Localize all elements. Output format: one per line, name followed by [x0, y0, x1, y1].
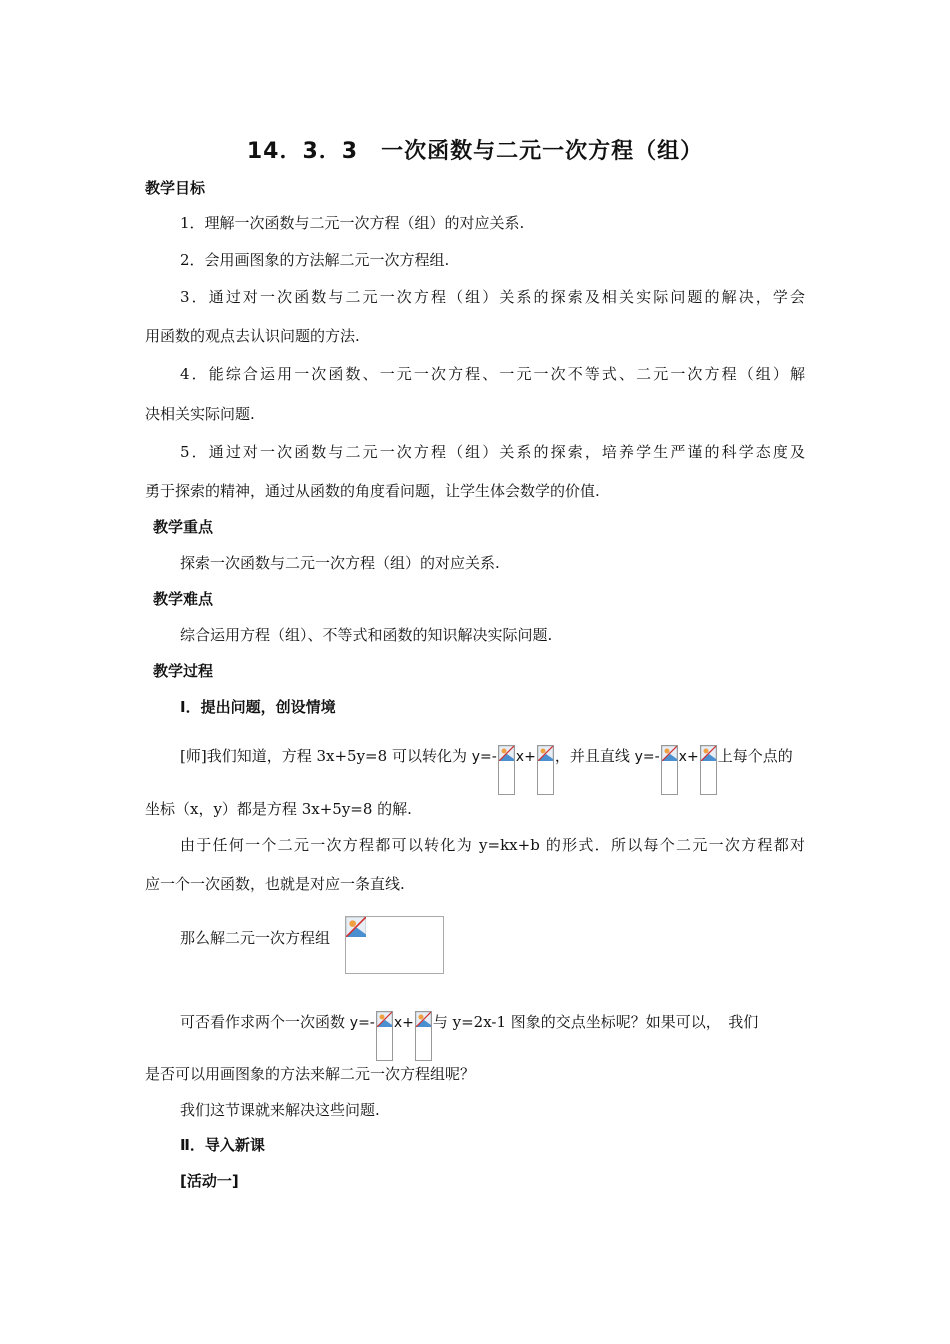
objective-4: 4．能综合运用一次函数、一元一次方程、一元一次不等式、二元一次方程（组）解 [180, 365, 805, 383]
section2-heading: Ⅱ．导入新课 [180, 1136, 265, 1154]
document-title: 14．3．3 一次函数与二元一次方程（组） [246, 139, 704, 164]
p1-text-f: x+ [678, 749, 699, 765]
broken-image-icon [376, 1011, 393, 1061]
difficulty-heading: 教学难点 [153, 590, 214, 608]
process-heading: 教学过程 [153, 662, 214, 680]
p1-text-g: 上每个点的 [717, 747, 793, 765]
objective-1: 1．理解一次函数与二元一次方程（组）的对应关系. [180, 214, 525, 232]
p4-text-b: y=- [349, 1015, 375, 1031]
p4-text-a: 可否看作求两个一次函数 [180, 1013, 350, 1031]
key-text: 探索一次函数与二元一次方程（组）的对应关系. [180, 554, 500, 572]
section1-heading: Ⅰ．提出问题，创设情境 [180, 698, 336, 716]
paragraph-4 [180, 1011, 758, 1061]
key-heading: 教学重点 [153, 518, 214, 536]
p1-text-a: [师]我们知道，方程 3x+5y=8 可以转化为 [180, 747, 472, 765]
broken-image-icon [346, 917, 366, 937]
paragraph-3: 那么解二元一次方程组 [180, 929, 331, 947]
difficulty-text: 综合运用方程（组）、不等式和函数的知识解决实际问题. [180, 626, 553, 644]
paragraph-5: 我们这节课就来解决这些问题. [180, 1101, 380, 1119]
broken-image-icon [661, 745, 678, 795]
paragraph-1-cont: 坐标（x，y）都是方程 3x+5y=8 的解. [145, 800, 412, 818]
equation-system-image [345, 916, 444, 974]
paragraph-2-cont: 应一个一次函数，也就是对应一条直线. [145, 875, 405, 893]
p4-text-c: x+ [393, 1015, 414, 1031]
p1-text-b: y=- [471, 749, 497, 765]
objective-3: 3．通过对一次函数与二元一次方程（组）关系的探索及相关实际问题的解决，学会 [180, 288, 805, 306]
activity-1-label: [活动一] [180, 1172, 239, 1190]
objectives-heading: 教学目标 [145, 179, 206, 197]
paragraph-4-cont: 是否可以用画图象的方法来解二元一次方程组呢？ [145, 1065, 476, 1083]
broken-image-icon [415, 1011, 432, 1061]
paragraph-2: 由于任何一个二元一次方程都可以转化为 y=kx+b 的形式．所以每个二元一次方程都对 [180, 836, 805, 854]
paragraph-1 [180, 745, 793, 795]
objective-3-cont: 用函数的观点去认识问题的方法. [145, 327, 360, 345]
p1-text-c: x+ [515, 749, 536, 765]
p1-text-e: y=- [634, 749, 660, 765]
objective-4-cont: 决相关实际问题. [145, 405, 255, 423]
broken-image-icon [537, 745, 554, 795]
objective-5-cont: 勇于探索的精神，通过从函数的角度看问题，让学生体会数学的价值. [145, 482, 600, 500]
broken-image-icon [498, 745, 515, 795]
broken-image-icon [700, 745, 717, 795]
p4-text-d: 与 y=2x-1 图象的交点坐标呢？如果可以， 我们 [432, 1013, 759, 1031]
objective-5: 5．通过对一次函数与二元一次方程（组）关系的探索，培养学生严谨的科学态度及 [180, 443, 805, 461]
p1-text-d: ，并且直线 [554, 747, 635, 765]
objective-2: 2．会用画图象的方法解二元一次方程组. [180, 251, 450, 269]
